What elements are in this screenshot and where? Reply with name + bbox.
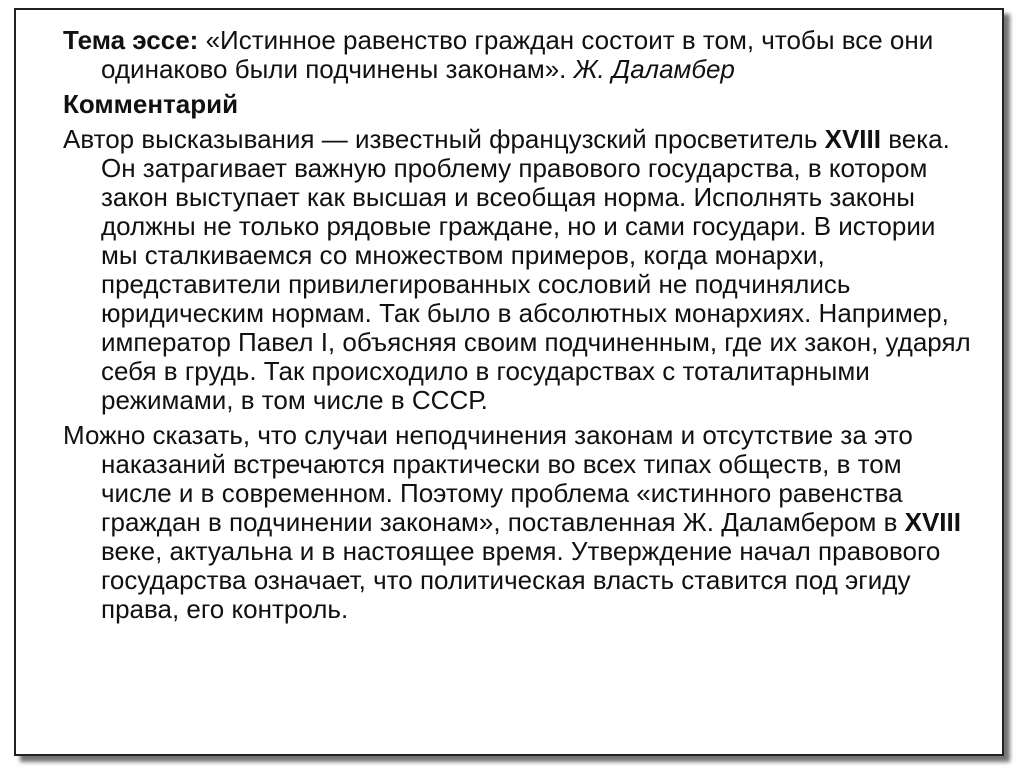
topic-quote: «Истинное равенство граждан состоит в том, чтобы все они одинаково были подчинены законам».: [101, 25, 934, 84]
paragraph-1-century: XVIII: [824, 124, 881, 154]
topic-label: Тема эссе:: [63, 25, 199, 55]
paragraph-2-part-1: Можно сказать, что случаи неподчинения законам и отсутствие за это наказаний встречаются практически во всех типах обществ, в том числе и в современном. Поэтому проблема «истинного равенства граждан в подчинении законам», поставленная Ж. Даламбером в: [63, 420, 913, 537]
paragraph-2: [63, 421, 978, 624]
paragraph-1-part-1: Автор высказывания — известный французский просветитель: [63, 124, 825, 154]
slide-content: [63, 26, 978, 630]
topic-author: Ж. Даламбер: [573, 54, 735, 84]
paragraph-2-century: XVIII: [904, 507, 961, 537]
essay-topic: [63, 26, 978, 84]
commentary-heading: Комментарий: [63, 89, 239, 119]
paragraph-1-part-2: века. Он затрагивает важную проблему правового государства, в котором закон выступает как высшая и всеобщая норма. Исполнять законы должны не только рядовые граждане, но и сами государи. В истории мы сталкиваемся со множеством примеров, когда монархи, представители привилегированных сословий не подчинялись юридическим нормам. Так было в абсолютных монархиях. Например, император Павел I, объясняя своим подчиненным, где их закон, ударял себя в грудь. Так происходило в государствах с тоталитарными режимами, в том числе в СССР.: [101, 124, 971, 415]
paragraph-2-part-2: веке, актуальна и в настоящее время. Утверждение начал правового государства означает, что политическая власть ставится под эгиду права, его контроль.: [101, 536, 941, 624]
paragraph-1: [63, 125, 978, 415]
slide-frame: [14, 8, 1004, 756]
